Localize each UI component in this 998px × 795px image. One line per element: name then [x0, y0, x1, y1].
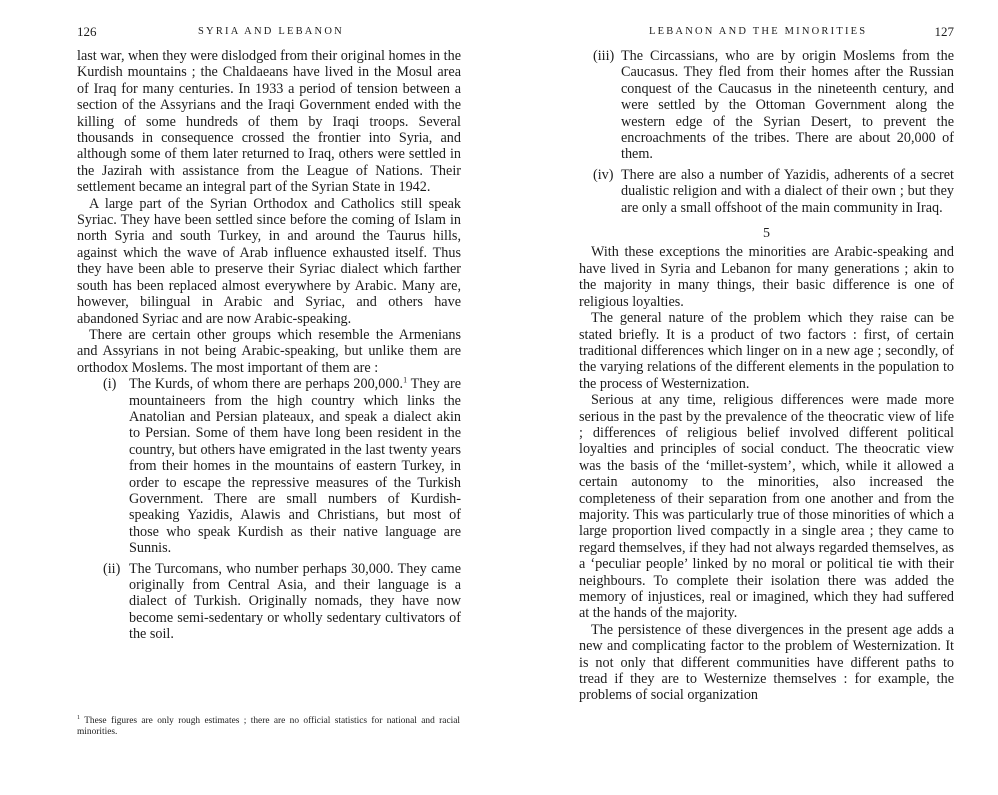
right-page-number: 127: [934, 24, 954, 39]
list-item-number: (iii): [593, 48, 615, 64]
left-running-title: SYRIA AND LEBANON: [198, 26, 344, 37]
list-item: [579, 48, 954, 163]
footnote-reference: 1: [403, 375, 408, 385]
footnote-text: These figures are only rough estimates ; there are no official statistics for national and racial minorities.: [77, 716, 460, 737]
list-item-text: There are also a number of Yazidis, adherents of a secret dualistic religion and with a dialect of their own ; but they are only a small offshoot of the main community in Iraq.: [621, 166, 954, 216]
paragraph: A large part of the Syrian Orthodox and Catholics still speak Syriac. They have been settled since before the coming of Islam in north Syria and south Turkey, in and around the Taurus hills, against which the wave of Arab influence exhausted itself. Thus they have been able to preserve their Syriac dialect which farther south has been replaced almost everywhere by Arabic. Many are, however, bilingual in Arabic and Syriac, and others have abandoned Syriac and are now Arabic-speaking.: [77, 195, 461, 327]
list-item-text: The Turcomans, who number perhaps 30,000. They came originally from Central Asia, and their language is a dialect of Turkish. Originally nomads, they have now become semi-sedentary or wholly sedentary cultivators of the soil.: [129, 560, 461, 643]
right-running-title: LEBANON AND THE MINORITIES: [649, 26, 868, 37]
list-item-text: The Circassians, who are by origin Moslems from the Caucasus. They fled from their homes after the Russian conquest of the Caucasus in the nineteenth century, and were settled by the Ottoman Government along the western edge of the Syrian Desert, to prevent the encroachments of the tribes. There are about 20,000 of them.: [621, 48, 954, 163]
right-page: [499, 0, 998, 795]
paragraph: The persistence of these divergences in the present age adds a new and complicating factor to the problem of Westernization. It is not only that different communities have different paths to tread if they are to Westernize themselves : for example, the problems of social organization: [579, 621, 954, 704]
list-item-text: The Kurds, of whom there are perhaps 200,000.: [129, 376, 404, 393]
footnote: [77, 716, 460, 738]
left-page-number: 126: [77, 24, 97, 39]
footnote-mark: 1: [77, 714, 80, 721]
paragraph: The general nature of the problem which they raise can be stated briefly. It is a product of two factors : first, of certain traditional differences which linger on in a new age ; secondly, of the varying relations of the different elements in the population to the process of Westernization.: [579, 310, 954, 392]
paragraph: last war, when they were dislodged from their original homes in the Kurdish mountains ; the Chaldaeans have lived in the Mosul area of Iraq for many centuries. In 1933 a period of tension between a section of the Assyrians and the Iraqi Government ended with the killing of some hundreds of them by Iraqi troops. Several thousands in consequence crossed the frontier into Syria, and although some of them later returned to Iraq, others were settled in the Jazirah with assistance from the League of Nations. Their settlement became an integral part of the Syrian State in 1942.: [77, 48, 461, 196]
right-body: [579, 48, 954, 704]
list-item-number: (ii): [103, 560, 121, 577]
list-item: [77, 376, 461, 556]
list-item: [77, 561, 461, 643]
list-item-number: (i): [103, 376, 117, 393]
section-number: 5: [763, 226, 770, 242]
paragraph: There are certain other groups which resemble the Armenians and Assyrians in not being Arabic-speaking, but unlike them are orthodox Moslems. The most important of them are :: [77, 326, 461, 376]
list-item: [579, 167, 954, 216]
paragraph: Serious at any time, religious differences were made more serious in the past by the prevalence of the theocratic view of life ; differences of religious belief involved different political loyalties and principles of social conduct. The theocratic view was the basis of the ‘millet-system’, which, while it allowed a certain autonomy to the minorities, also increased the completeness of their separation from one another and from the majority. This was particularly true of those minorities of which a large proportion lived compactly in a single area ; they came to regard themselves, if they had not always regarded themselves, as a ‘peculiar people’ linked by no moral or political tie with their neighbours. To complete their isolation there was added the memory of injustices, real or imagined, which they had suffered at the hands of the majority.: [579, 392, 954, 622]
list-item-number: (iv): [593, 166, 614, 183]
left-body: [77, 48, 461, 643]
paragraph: With these exceptions the minorities are Arabic-speaking and have lived in Syria and Lebanon for many generations ; akin to the majority in many things, their basic difference is one of religious loyalties.: [579, 244, 954, 310]
list-item-text: They are mountaineers from the high country which links the Anatolian and Persian plateaux, and speak a dialect akin to Persian. Some of them have long been resident in the country, but others have emigrated in the last twenty years from their homes in the mountains of eastern Turkey, in order to escape the repressive measures of the Turkish Government. There are small numbers of Kurdish-speaking Yazidis, Alawis and Christians, but most of those who speak Kurdish as their native language are Sunnis.: [129, 376, 461, 557]
